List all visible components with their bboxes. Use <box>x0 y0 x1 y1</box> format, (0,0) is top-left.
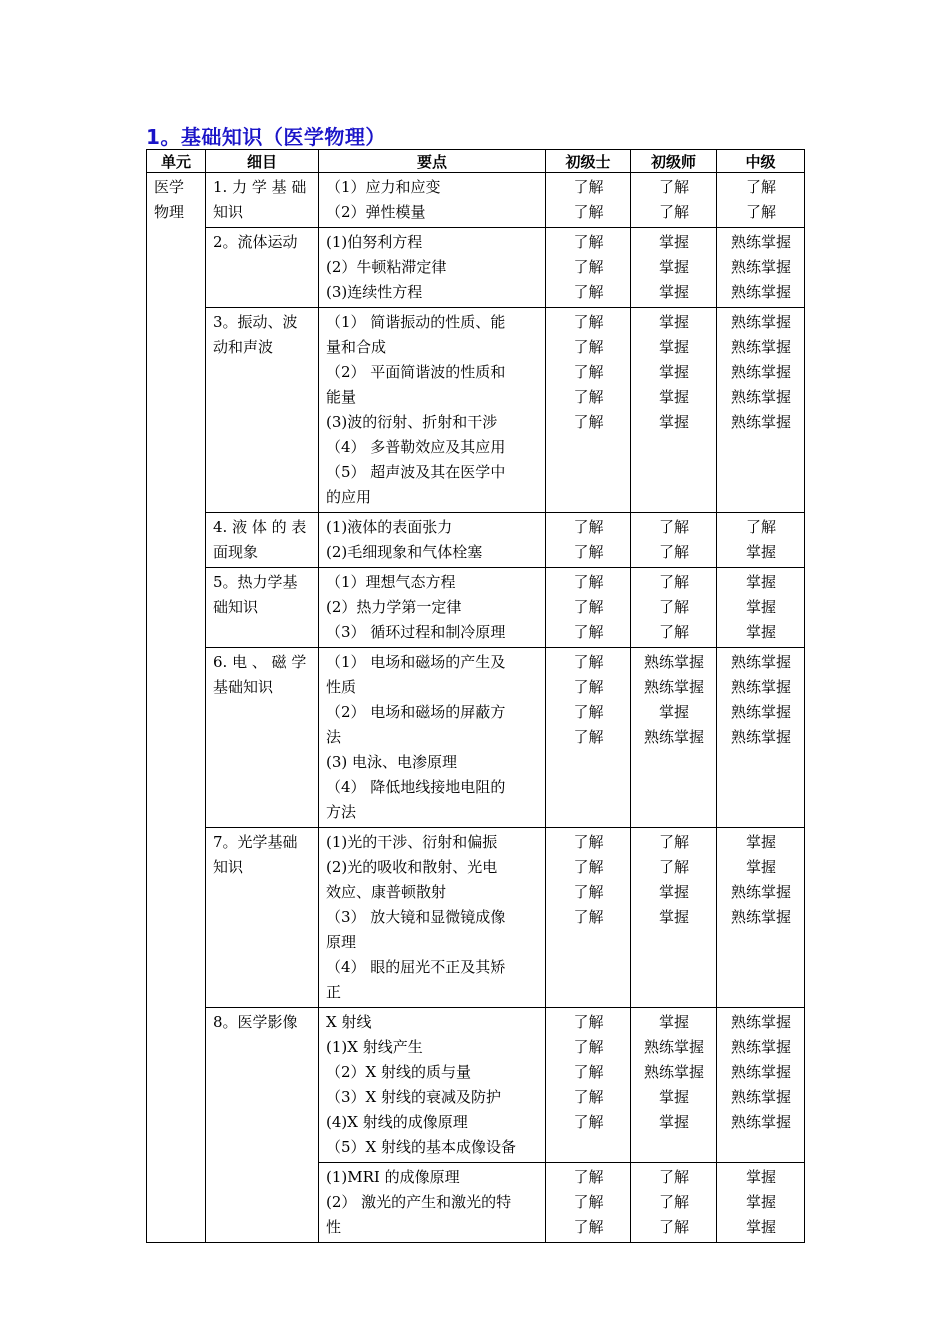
item-cell <box>206 173 319 228</box>
table-row <box>147 828 805 1008</box>
level-value: 掌握 <box>745 1218 776 1236</box>
level-value: 了解 <box>573 413 604 431</box>
level-value: 了解 <box>573 653 604 671</box>
item-label: 6. 电 、 磁 学 <box>213 653 307 671</box>
level-value: 熟练掌握 <box>730 653 791 671</box>
point-text: (3) 电泳、电渗原理 <box>326 753 458 771</box>
level-junior-cell <box>631 173 717 228</box>
level-value: 熟练掌握 <box>730 728 791 746</box>
level-value: 了解 <box>573 283 604 301</box>
level-junior-cell <box>631 1163 717 1243</box>
point-text: （3）X 射线的衰减及防护 <box>326 1088 501 1106</box>
level-value: 掌握 <box>658 883 689 901</box>
level-value: 掌握 <box>658 363 689 381</box>
level-value: 了解 <box>573 313 604 331</box>
point-text: 方法 <box>326 803 357 821</box>
level-assistant-cell <box>546 568 631 648</box>
level-value: 了解 <box>573 543 604 561</box>
item-label: 7。光学基础 <box>213 833 298 851</box>
item-label: 1. 力 学 基 础 <box>213 178 307 196</box>
points-cell <box>319 513 546 568</box>
level-value: 熟练掌握 <box>730 908 791 926</box>
level-intermediate-cell <box>717 173 805 228</box>
level-value: 熟练掌握 <box>643 1063 704 1081</box>
item-cell <box>206 1008 319 1243</box>
level-value: 了解 <box>658 833 689 851</box>
level-value: 了解 <box>573 363 604 381</box>
point-text: 性质 <box>326 678 357 696</box>
level-value: 了解 <box>658 1193 689 1211</box>
item-label: 知识 <box>213 858 244 876</box>
header-level-junior: 初级师 <box>631 150 717 173</box>
level-value: 了解 <box>573 1063 604 1081</box>
level-value: 熟练掌握 <box>643 728 704 746</box>
level-value: 了解 <box>658 858 689 876</box>
level-value: 了解 <box>745 518 776 536</box>
item-label: 动和声波 <box>213 338 274 356</box>
point-text: (3)波的衍射、折射和干涉 <box>326 413 498 431</box>
point-text: （1） 简谐振动的性质、能 <box>326 313 506 331</box>
level-intermediate-cell <box>717 1008 805 1163</box>
level-value: 掌握 <box>658 283 689 301</box>
level-value: 掌握 <box>658 258 689 276</box>
item-label: 2。流体运动 <box>213 233 298 251</box>
point-text: (2） 激光的产生和激光的特 <box>326 1193 512 1211</box>
level-assistant-cell <box>546 1008 631 1163</box>
level-value: 熟练掌握 <box>730 1063 791 1081</box>
level-value: 了解 <box>573 833 604 851</box>
level-value: 了解 <box>573 703 604 721</box>
point-text: 原理 <box>326 933 357 951</box>
level-value: 熟练掌握 <box>730 1038 791 1056</box>
points-cell <box>319 568 546 648</box>
level-value: 了解 <box>573 883 604 901</box>
level-value: 掌握 <box>658 1013 689 1031</box>
level-value: 了解 <box>573 518 604 536</box>
item-label: 5。热力学基 <box>213 573 298 591</box>
level-assistant-cell <box>546 1163 631 1243</box>
level-intermediate-cell <box>717 308 805 513</box>
level-value: 熟练掌握 <box>730 1013 791 1031</box>
syllabus-table <box>146 149 805 1243</box>
point-text: (1)伯努利方程 <box>326 233 423 251</box>
level-junior-cell <box>631 308 717 513</box>
points-cell <box>319 228 546 308</box>
point-text: 的应用 <box>326 488 372 506</box>
level-value: 掌握 <box>745 543 776 561</box>
point-text: 法 <box>326 728 342 746</box>
point-text: （2） 电场和磁场的屏蔽方 <box>326 703 506 721</box>
points-cell <box>319 648 546 828</box>
item-cell <box>206 308 319 513</box>
unit-cell <box>147 173 206 1243</box>
level-intermediate-cell <box>717 513 805 568</box>
level-value: 熟练掌握 <box>730 1113 791 1131</box>
point-text: （4） 多普勒效应及其应用 <box>326 438 506 456</box>
level-value: 了解 <box>573 1218 604 1236</box>
point-text: (1)MRI 的成像原理 <box>326 1168 460 1186</box>
level-value: 熟练掌握 <box>643 678 704 696</box>
points-cell <box>319 1163 546 1243</box>
level-intermediate-cell <box>717 828 805 1008</box>
item-label: 基础知识 <box>213 678 274 696</box>
level-value: 熟练掌握 <box>730 283 791 301</box>
item-cell <box>206 828 319 1008</box>
level-value: 了解 <box>573 623 604 641</box>
level-value: 了解 <box>573 598 604 616</box>
point-text: （1） 电场和磁场的产生及 <box>326 653 506 671</box>
header-item: 细目 <box>206 150 319 173</box>
level-junior-cell <box>631 568 717 648</box>
level-value: 了解 <box>658 203 689 221</box>
points-cell <box>319 1008 546 1163</box>
level-value: 掌握 <box>745 1193 776 1211</box>
level-value: 熟练掌握 <box>730 363 791 381</box>
point-text: 正 <box>326 983 342 1001</box>
level-value: 了解 <box>658 543 689 561</box>
level-assistant-cell <box>546 648 631 828</box>
level-value: 掌握 <box>658 1088 689 1106</box>
level-value: 掌握 <box>745 858 776 876</box>
level-value: 熟练掌握 <box>730 338 791 356</box>
point-text: （2） 平面简谐波的性质和 <box>326 363 506 381</box>
level-junior-cell <box>631 828 717 1008</box>
level-value: 掌握 <box>745 598 776 616</box>
item-label: 4. 液 体 的 表 <box>213 518 307 536</box>
point-text: 性 <box>326 1218 342 1236</box>
level-value: 了解 <box>573 338 604 356</box>
level-junior-cell <box>631 1008 717 1163</box>
level-value: 熟练掌握 <box>730 233 791 251</box>
header-points: 要点 <box>319 150 546 173</box>
point-text: （3） 放大镜和显微镜成像 <box>326 908 506 926</box>
level-value: 了解 <box>658 518 689 536</box>
level-junior-cell <box>631 513 717 568</box>
level-intermediate-cell <box>717 228 805 308</box>
unit-label: 物理 <box>154 203 185 221</box>
level-value: 了解 <box>658 178 689 196</box>
points-cell <box>319 308 546 513</box>
level-value: 掌握 <box>658 1113 689 1131</box>
level-value: 了解 <box>573 1193 604 1211</box>
item-label: 面现象 <box>213 543 259 561</box>
level-value: 熟练掌握 <box>730 703 791 721</box>
level-value: 掌握 <box>745 833 776 851</box>
point-text: 量和合成 <box>326 338 387 356</box>
item-cell <box>206 228 319 308</box>
level-value: 掌握 <box>658 233 689 251</box>
point-text: （4） 降低地线接地电阻的 <box>326 778 506 796</box>
level-value: 了解 <box>658 623 689 641</box>
level-value: 了解 <box>573 728 604 746</box>
level-assistant-cell <box>546 308 631 513</box>
item-label: 知识 <box>213 203 244 221</box>
level-value: 熟练掌握 <box>730 413 791 431</box>
item-cell <box>206 648 319 828</box>
level-value: 了解 <box>573 573 604 591</box>
header-unit: 单元 <box>147 150 206 173</box>
level-value: 掌握 <box>658 338 689 356</box>
level-value: 熟练掌握 <box>730 388 791 406</box>
level-value: 熟练掌握 <box>730 1088 791 1106</box>
item-cell <box>206 568 319 648</box>
level-value: 了解 <box>658 573 689 591</box>
level-value: 掌握 <box>658 413 689 431</box>
level-intermediate-cell <box>717 648 805 828</box>
level-value: 了解 <box>573 1113 604 1131</box>
level-value: 了解 <box>573 203 604 221</box>
level-value: 了解 <box>573 1013 604 1031</box>
level-value: 了解 <box>573 1038 604 1056</box>
point-text: （1）理想气态方程 <box>326 573 456 591</box>
table-row <box>147 648 805 828</box>
level-value: 了解 <box>573 178 604 196</box>
level-assistant-cell <box>546 173 631 228</box>
point-text: X 射线 <box>326 1013 372 1031</box>
level-value: 掌握 <box>658 313 689 331</box>
unit-label: 医学 <box>154 178 185 196</box>
point-text: (1)光的干涉、衍射和偏振 <box>326 833 498 851</box>
level-value: 了解 <box>573 388 604 406</box>
level-value: 熟练掌握 <box>643 1038 704 1056</box>
level-junior-cell <box>631 228 717 308</box>
level-value: 了解 <box>745 178 776 196</box>
level-value: 了解 <box>658 1218 689 1236</box>
level-value: 了解 <box>573 678 604 696</box>
level-junior-cell <box>631 648 717 828</box>
point-text: （3） 循环过程和制冷原理 <box>326 623 506 641</box>
level-value: 熟练掌握 <box>730 313 791 331</box>
table-row <box>147 173 805 228</box>
level-intermediate-cell <box>717 568 805 648</box>
point-text: （5）X 射线的基本成像设备 <box>326 1138 516 1156</box>
level-value: 掌握 <box>745 1168 776 1186</box>
level-value: 掌握 <box>658 908 689 926</box>
level-value: 了解 <box>573 258 604 276</box>
level-value: 掌握 <box>745 573 776 591</box>
header-level-assistant: 初级士 <box>546 150 631 173</box>
level-value: 熟练掌握 <box>730 258 791 276</box>
points-cell <box>319 828 546 1008</box>
point-text: (1)液体的表面张力 <box>326 518 453 536</box>
level-value: 了解 <box>658 598 689 616</box>
point-text: （2）X 射线的质与量 <box>326 1063 471 1081</box>
item-label: 3。振动、波 <box>213 313 298 331</box>
point-text: (3)连续性方程 <box>326 283 423 301</box>
section-heading: 1。基础知识（医学物理） <box>146 125 386 149</box>
item-label: 础知识 <box>213 598 259 616</box>
table-row <box>147 513 805 568</box>
level-value: 熟练掌握 <box>730 678 791 696</box>
point-text: (4)X 射线的成像原理 <box>326 1113 468 1131</box>
points-cell <box>319 173 546 228</box>
level-value: 掌握 <box>658 703 689 721</box>
point-text: (2）热力学第一定律 <box>326 598 462 616</box>
point-text: （5） 超声波及其在医学中 <box>326 463 506 481</box>
point-text: (2)毛细现象和气体栓塞 <box>326 543 483 561</box>
level-value: 熟练掌握 <box>643 653 704 671</box>
table-row <box>147 568 805 648</box>
point-text: （2）弹性模量 <box>326 203 426 221</box>
point-text: 效应、康普顿散射 <box>326 883 447 901</box>
table-row <box>147 1008 805 1163</box>
level-value: 了解 <box>573 1168 604 1186</box>
level-value: 掌握 <box>658 388 689 406</box>
table-row <box>147 308 805 513</box>
point-text: （1）应力和应变 <box>326 178 441 196</box>
level-intermediate-cell <box>717 1163 805 1243</box>
level-value: 了解 <box>573 858 604 876</box>
point-text: 能量 <box>326 388 357 406</box>
point-text: (2）牛顿粘滞定律 <box>326 258 447 276</box>
header-level-intermediate: 中级 <box>717 150 805 173</box>
level-value: 了解 <box>573 1088 604 1106</box>
point-text: (2)光的吸收和散射、光电 <box>326 858 498 876</box>
item-label: 8。医学影像 <box>213 1013 298 1031</box>
point-text: (1)X 射线产生 <box>326 1038 423 1056</box>
level-value: 了解 <box>573 233 604 251</box>
table-row <box>147 228 805 308</box>
level-value: 熟练掌握 <box>730 883 791 901</box>
point-text: （4） 眼的屈光不正及其矫 <box>326 958 506 976</box>
level-assistant-cell <box>546 228 631 308</box>
table-header-row <box>147 150 805 173</box>
level-assistant-cell <box>546 828 631 1008</box>
level-value: 了解 <box>573 908 604 926</box>
level-value: 了解 <box>745 203 776 221</box>
item-cell <box>206 513 319 568</box>
level-value: 了解 <box>658 1168 689 1186</box>
level-assistant-cell <box>546 513 631 568</box>
level-value: 掌握 <box>745 623 776 641</box>
